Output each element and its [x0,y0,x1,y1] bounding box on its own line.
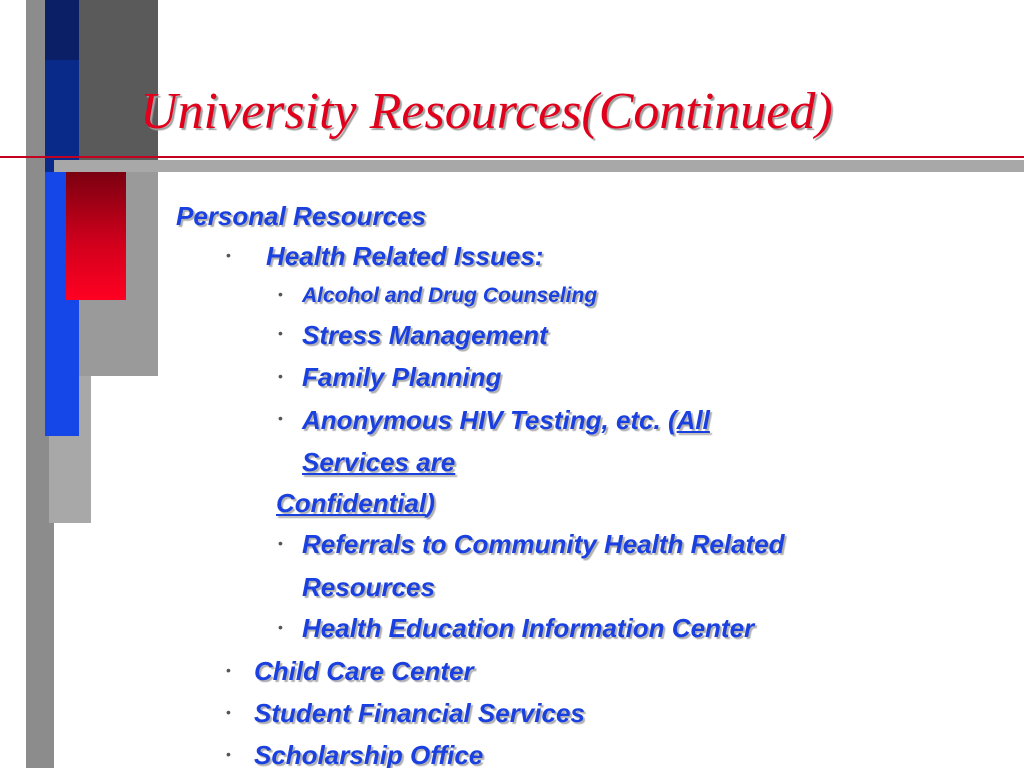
list-item-label: Family Planning [302,362,502,393]
bullet-icon: • [278,285,283,302]
decorative-bar-blue-dark [45,0,79,60]
bullet-icon: • [278,410,283,427]
slide-title: University Resources(Continued) [140,83,833,140]
list-item-financial [226,693,976,735]
list-item-emphasis: All [676,404,710,435]
list-item-family [278,357,976,400]
bullet-icon: • [278,367,283,384]
list-item-referrals [278,524,976,567]
list-item-emphasis: Services are [302,447,456,478]
list-item-label: Student Financial Services [254,697,585,728]
list-item-label: Alcohol and Drug Counseling [302,284,598,308]
list-item-label: Resources [302,572,435,603]
list-item-stress [278,315,976,358]
bullet-list [176,196,976,768]
bullet-icon: • [226,746,231,763]
decorative-bar-red [66,172,126,300]
bullet-icon: • [226,661,231,678]
bullet-icon: • [278,535,283,552]
heading-personal-resources: Personal Resources [176,201,427,231]
title-underline-gray [54,160,1024,172]
list-item-label: Anonymous HIV Testing, etc. ( [302,404,677,435]
list-item-health [226,236,976,278]
bullet-icon: • [226,703,231,720]
list-item-label: ) [426,488,435,519]
list-item-label: Health Related Issues: [266,241,544,271]
bullet-icon: • [278,618,283,635]
list-item-hiv-continued [302,442,976,483]
bullet-icon: • [278,325,283,342]
list-item-emphasis: Confidential [276,488,427,519]
list-item-scholarship [226,735,976,768]
title-underline-red [0,156,1024,158]
list-item-label: Scholarship Office [254,739,484,768]
list-item-hiv-continued-2 [276,483,976,524]
list-item-label: Stress Management [302,319,548,350]
list-item-label: Child Care Center [254,655,474,686]
list-item-label: Referrals to Community Health Related [302,529,785,560]
list-item-education [278,608,976,651]
list-item-alcohol [278,278,976,314]
list-item-label: Health Education Information Center [302,613,755,644]
bullet-icon: • [226,247,231,264]
list-item-hiv [278,400,976,443]
list-item-referrals-continued [302,567,976,608]
list-item-child-care [226,651,976,693]
